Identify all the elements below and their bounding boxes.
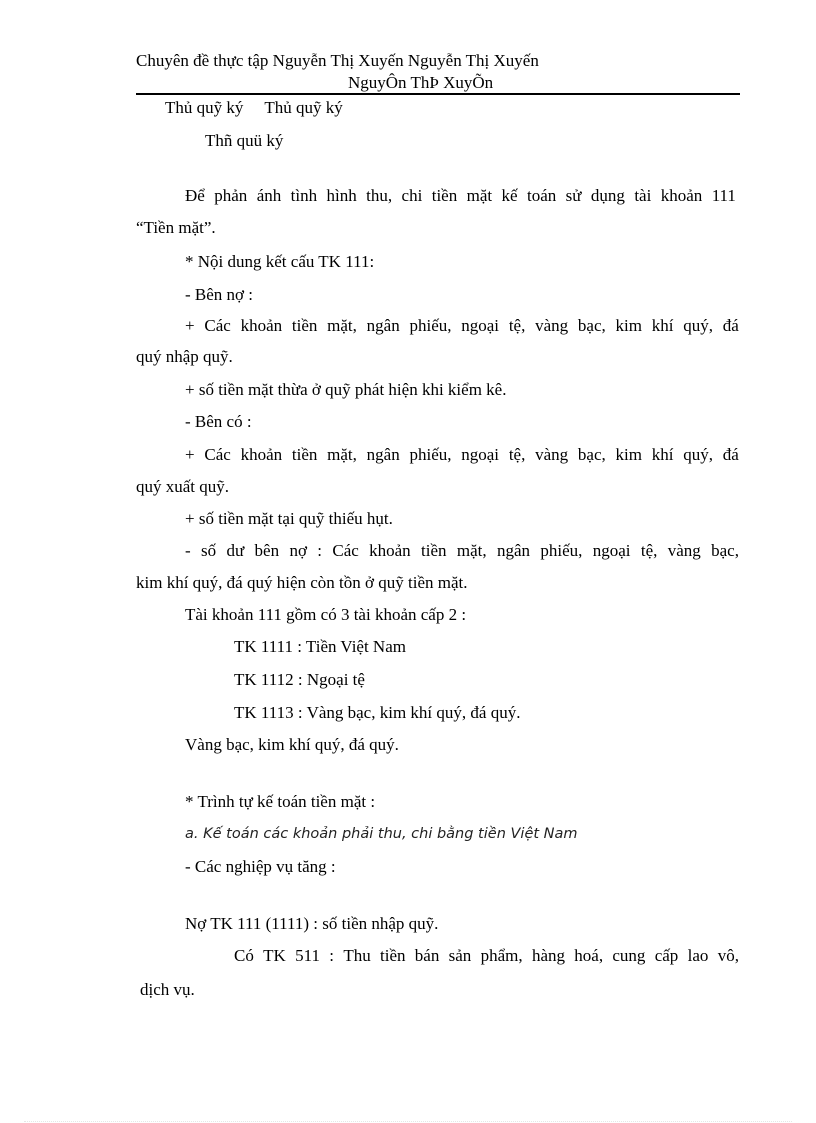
credit-entry-line-1 <box>234 946 739 966</box>
word: vàng <box>535 445 569 464</box>
word: mặt, <box>327 445 357 464</box>
word: tệ, <box>508 316 526 335</box>
word: ngoại <box>592 541 631 560</box>
word: + <box>185 316 195 335</box>
credit-item-2: + số tiền mặt tại quỹ thiếu hụt. <box>185 509 393 528</box>
account-1111: TK 1111 : Tiền Việt Nam <box>234 637 406 656</box>
word: vô, <box>717 946 739 965</box>
word: kim <box>615 445 642 464</box>
debit-item-2: + số tiền mặt thừa ở quỹ phát hiện khi kiểm kê. <box>185 380 507 399</box>
balance-line-1 <box>185 541 739 561</box>
page-bottom-border <box>24 1121 792 1122</box>
word: đá <box>722 316 739 335</box>
word: : <box>317 541 323 560</box>
account-1112: TK 1112 : Ngoại tệ <box>234 670 365 689</box>
word: 511 <box>295 946 320 965</box>
debit-entry: Nợ TK 111 (1111) : số tiền nhập quỹ. <box>185 914 439 933</box>
section-a-heading: a. Kế toán các khoản phải thu, chi bằng tiền Việt Nam <box>185 826 578 842</box>
word: tiền <box>291 445 318 464</box>
word: bên <box>254 541 280 560</box>
word: Thu <box>343 946 371 965</box>
precious-metals-line: Vàng bạc, kim khí quý, đá quý. <box>185 735 399 754</box>
word: dư <box>226 541 245 560</box>
balance-line-2: kim khí quý, đá quý hiện còn tồn ở quỹ tiền mặt. <box>136 573 468 592</box>
credit-item-1-line-1 <box>185 445 739 465</box>
word: tiền <box>380 946 406 965</box>
word: sản <box>448 946 472 965</box>
word: khí <box>651 445 674 464</box>
word: Có <box>234 946 254 965</box>
word: cung <box>612 946 646 965</box>
word: ngân <box>496 541 531 560</box>
word: Các <box>204 445 231 464</box>
word: ngoại <box>461 316 500 335</box>
word: số <box>201 541 217 560</box>
word: khoản <box>369 541 411 560</box>
word: quý, <box>683 445 713 464</box>
word: nợ <box>289 541 307 560</box>
word: bạc, <box>577 316 606 335</box>
word: đá <box>722 445 739 464</box>
word: sử <box>565 186 582 205</box>
credit-item-1-line-2: quý xuất quỹ. <box>136 477 230 496</box>
subtitle-line-2: Thñ quü ký <box>205 131 284 150</box>
debit-item-1-line-2: quý nhập quỹ. <box>136 347 233 366</box>
debit-item-1-line-1 <box>185 316 739 336</box>
word: khoản <box>240 316 283 335</box>
word: hàng <box>531 946 565 965</box>
word: tình <box>290 186 318 205</box>
structure-heading: * Nội dung kết cấu TK 111: <box>185 252 375 271</box>
word: tệ, <box>508 445 526 464</box>
word: khoản <box>660 186 703 205</box>
header-line-2: NguyÔn ThÞ XuyÕn <box>348 73 494 92</box>
debit-side-heading: - Bên nợ : <box>185 285 254 304</box>
word: vàng <box>667 541 701 560</box>
word: phiếu, <box>540 541 583 560</box>
sub-accounts-intro: Tài khoản 111 gồm có 3 tài khoản cấp 2 : <box>185 605 467 624</box>
word: kế <box>501 186 518 205</box>
word: bán <box>414 946 440 965</box>
word: hoá, <box>574 946 604 965</box>
word: 111 <box>711 186 736 205</box>
word: thu, <box>366 186 393 205</box>
word: Các <box>204 316 231 335</box>
word: tiền <box>431 186 458 205</box>
word: mặt, <box>456 541 487 560</box>
word: ánh <box>256 186 282 205</box>
word: vàng <box>535 316 569 335</box>
word: + <box>185 445 195 464</box>
word: hình <box>326 186 357 205</box>
credit-entry-line-2: dịch vụ. <box>140 980 195 999</box>
word: lao <box>687 946 709 965</box>
header-rule <box>136 93 740 95</box>
word: phiếu, <box>409 316 452 335</box>
word: mặt <box>466 186 493 205</box>
word: tệ, <box>640 541 658 560</box>
word: phản <box>214 186 248 205</box>
word: bạc, <box>577 445 606 464</box>
word: Để <box>185 186 205 205</box>
word: khoản <box>240 445 283 464</box>
word: ngân <box>366 445 400 464</box>
word: ngoại <box>461 445 500 464</box>
word: cấp <box>654 946 679 965</box>
word: : <box>329 946 335 965</box>
word: TK <box>263 946 286 965</box>
word: tài <box>634 186 652 205</box>
word: tiền <box>421 541 447 560</box>
word: phiếu, <box>409 445 452 464</box>
account-1113: TK 1113 : Vàng bạc, kim khí quý, đá quý. <box>234 703 521 722</box>
procedure-heading: * Trình tự kế toán tiền mặt : <box>185 792 376 811</box>
word: quý, <box>683 316 713 335</box>
word: dụng <box>590 186 625 205</box>
word: toán <box>526 186 557 205</box>
word: mặt, <box>327 316 357 335</box>
word: khí <box>651 316 674 335</box>
word: tiền <box>291 316 318 335</box>
word: Các <box>332 541 359 560</box>
word: chi <box>401 186 423 205</box>
word: kim <box>615 316 642 335</box>
increase-operations-heading: - Các nghiệp vụ tăng : <box>185 857 336 876</box>
credit-side-heading: - Bên có : <box>185 412 252 431</box>
subtitle-line-1: Thủ quỹ ký Thủ quỹ ký <box>165 98 343 117</box>
word: phẩm, <box>480 946 523 965</box>
paragraph-1-line-2: “Tiền mặt”. <box>136 218 216 237</box>
header-line-1: Chuyên đề thực tập Nguyễn Thị Xuyến Nguyễn Thị Xuyến <box>136 51 539 70</box>
word: bạc, <box>711 541 739 560</box>
paragraph-1-line-1 <box>185 186 736 206</box>
word: - <box>185 541 191 560</box>
word: ngân <box>366 316 400 335</box>
